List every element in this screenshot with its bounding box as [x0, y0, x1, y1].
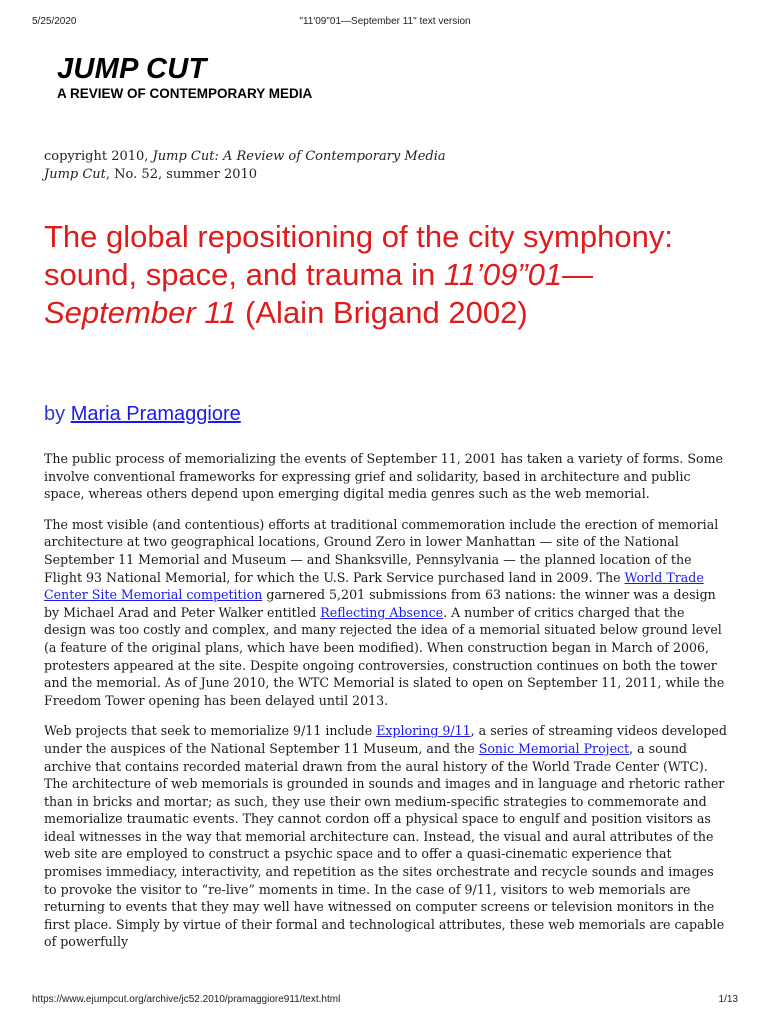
- print-footer: [32, 994, 738, 1008]
- print-date: 5/25/2020: [32, 16, 77, 27]
- page-url: https://www.ejumpcut.org/archive/jc52.2010/pramaggiore911/text.html: [32, 994, 341, 1005]
- site-logo: JUMP CUT: [57, 53, 207, 85]
- reflecting-absence-link[interactable]: Reflecting Absence: [320, 604, 444, 620]
- page-number: 1/13: [718, 994, 738, 1005]
- copyright-notice: [44, 148, 446, 184]
- masthead: [57, 52, 312, 102]
- article-title: The global repositioning of the city symphony: sound, space, and trauma in 11’09”01—September 11 (Alain Brigand 2002): [44, 219, 673, 330]
- exploring-911-link[interactable]: Exploring 9/11: [376, 723, 471, 739]
- wtc-memorial-competition-link[interactable]: World Trade Center Site Memorial competition: [44, 569, 704, 603]
- site-tagline: A REVIEW OF CONTEMPORARY MEDIA: [57, 86, 313, 101]
- print-header: [32, 16, 738, 30]
- paragraph-2: The most visible (and contentious) efforts at traditional commemoration include the erection of memorial architecture at two geographical locations, Ground Zero in lower Manhattan — site of the National September 11 Memorial and Museum — and Shanksville, Pennsylvania — the planned location of the Flight 93 National Memorial, for which the U.S. Park Service purchased land in 2009. The World Trade Center Site Memorial competition garnered 5,201 submissions from 63 nations: the winner was a design by Michael Arad and Peter Walker entitled Reflecting Absence. A number of critics charged that the design was too costly and complex, and many rejected the idea of a memorial situated below ground level (a feature of the original plans, which have been modified). When construction began in March of 2006, protesters appeared at the site. Despite ongoing controversies, construction continues on both the tower and the memorial. As of June 2010, the WTC Memorial is slated to open on September 11, 2011, while the Freedom Tower opening has been delayed until 2013.: [44, 516, 725, 708]
- copyright-line-1: copyright 2010, Jump Cut: A Review of Contemporary Media: [44, 149, 446, 164]
- byline: by Maria Pramaggiore: [44, 403, 241, 425]
- journal-short-name: Jump Cut: [44, 167, 106, 182]
- paragraph-3: Web projects that seek to memorialize 9/11 include Exploring 9/11, a series of streaming videos developed under the auspices of the National September 11 Museum, and the Sonic Memorial Project, a sound archive that contains recorded material drawn from the aural history of the World Trade Center (WTC). The architecture of web memorials is grounded in sounds and images and in language and rhetoric rather than in bricks and mortar; as such, they use their own medium-specific strategies to commemorate and memorialize traumatic events. They cannot cordon off a physical space to engulf and position visitors as ideal witnesses in the way that memorial architecture can. Instead, the visual and aural attributes of the web site are employed to construct a psychic space and to offer a quasi-cinematic experience that promises immediacy, interactivity, and repetition as the sites orchestrate and recycle sounds and images to provoke the visitor to “re-live” moments in time. In the case of 9/11, visitors to web memorials are returning to events that they may well have witnessed on computer screens or television monitors in the first place. Simply by virtue of their formal and technological attributes, these web memorials are capable of powerfully: [44, 723, 727, 950]
- journal-name: Jump Cut: A Review of Contemporary Media: [152, 149, 446, 164]
- film-title: 11’09”01—September 11: [44, 257, 594, 330]
- print-doc-title: "11'09"01—September 11" text version: [299, 16, 471, 27]
- sonic-memorial-link[interactable]: Sonic Memorial Project: [478, 740, 630, 756]
- article-body: [44, 450, 730, 964]
- paragraph-1: The public process of memorializing the events of September 11, 2001 has taken a variety of forms. Some involve conventional frameworks for expressing grief and solidarity, based in architecture and public space, whereas others depend upon emerging digital media genres such as the web memorial.: [44, 451, 723, 502]
- copyright-line-2: Jump Cut, No. 52, summer 2010: [44, 167, 258, 182]
- author-link[interactable]: Maria Pramaggiore: [70, 403, 241, 425]
